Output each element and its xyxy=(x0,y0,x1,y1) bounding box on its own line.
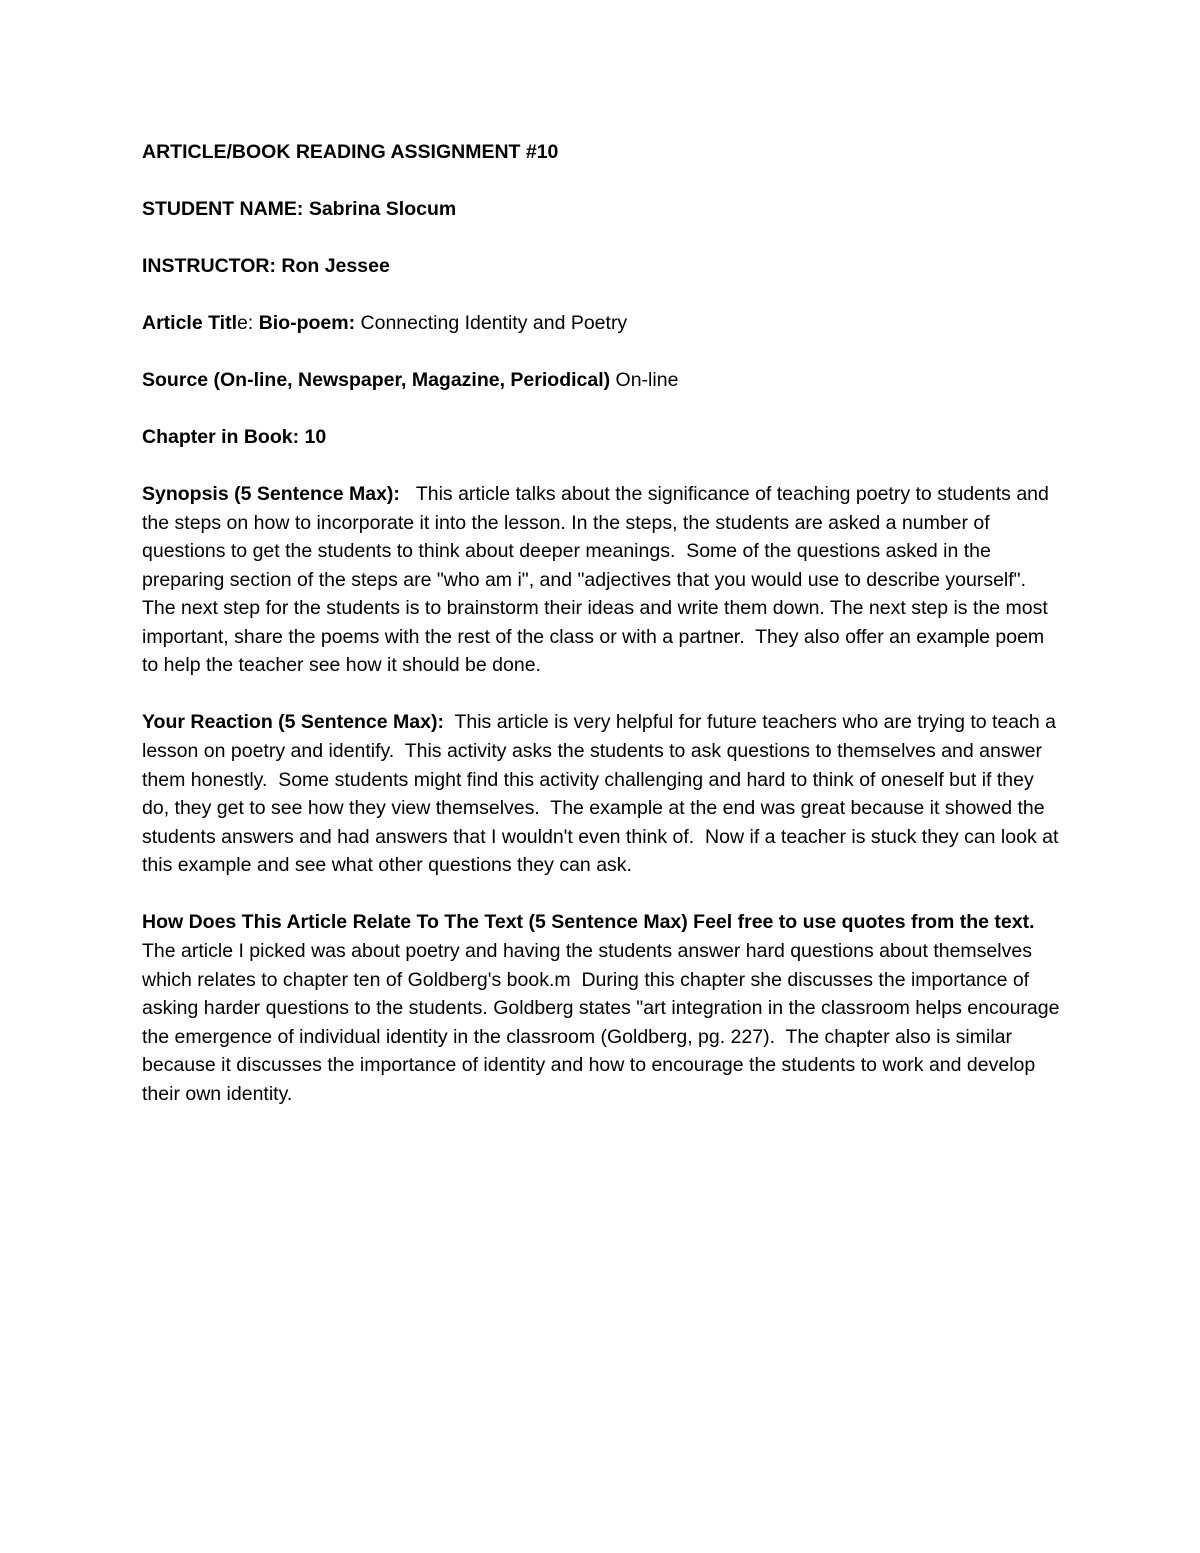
source-value: On-line xyxy=(615,368,679,391)
article-title-label-end: e: xyxy=(237,311,259,334)
article-title-value: Connecting Identity and Poetry xyxy=(360,311,628,334)
chapter-line xyxy=(142,423,1062,452)
instructor-label: INSTRUCTOR: xyxy=(142,254,282,277)
source-label: Source (On-line, Newspaper, Magazine, Periodical) xyxy=(142,368,616,391)
article-title-label: Article Titl xyxy=(142,311,237,334)
student-name-line xyxy=(142,195,1062,224)
synopsis-label: Synopsis (5 Sentence Max): xyxy=(142,482,400,505)
assignment-title: ARTICLE/BOOK READING ASSIGNMENT #10 xyxy=(142,141,559,163)
student-name-label: STUDENT NAME: xyxy=(142,197,309,220)
instructor-line xyxy=(142,252,1062,281)
synopsis-text: This article talks about the significance of teaching poetry to students and the steps on how to incorporate it into the lesson. In the steps, the students are asked a number of questions to get the students to think about deeper meanings. Some of the questions asked in the preparing section of the steps are "who am i", and "adjectives that you would use to describe yourself". The next step for the students is to brainstorm their ideas and write them down. The next step is the most important, share the poems with the rest of the class or with a partner. They also offer an example poem to help the teacher see how it should be done. xyxy=(142,482,1055,677)
source-line xyxy=(142,366,1062,395)
student-name-value: Sabrina Slocum xyxy=(308,197,457,220)
relation-paragraph xyxy=(142,908,1065,1108)
chapter-value: 10 xyxy=(304,425,327,448)
synopsis-paragraph xyxy=(142,480,1062,680)
relation-label: How Does This Article Relate To The Text (5 Sentence Max) Feel free to use quotes from the text. xyxy=(142,911,1035,934)
chapter-label: Chapter in Book: xyxy=(142,425,305,448)
reaction-label: Your Reaction (5 Sentence Max): xyxy=(142,711,444,734)
reaction-paragraph xyxy=(142,708,1062,880)
article-title-bold-value: Bio-poem: xyxy=(258,311,361,334)
relation-text: The article I picked was about poetry and having the students answer hard questions about themselves which relates to chapter ten of Goldberg's book.m During this chapter she discusses the importance of asking harder questions to the students. Goldberg states "art integration in the classroom helps encourage the emergence of individual identity in the classroom (Goldberg, pg. 227). The chapter also is similar because it discusses the importance of identity and how to encourage the students to work and develop their own identity. xyxy=(142,911,1065,1105)
reaction-text: This article is very helpful for future teachers who are trying to teach a lesson on poetry and identify. This activity asks the students to ask questions to themselves and answer them honestly. Some students might find this activity challenging and hard to think of oneself but if they do, they get to see how they view themselves. The example at the end was great because it showed the students answers and had answers that I wouldn't even think of. Now if a teacher is stuck they can look at this example and see what other questions they can ask. xyxy=(142,711,1064,877)
instructor-value: Ron Jessee xyxy=(281,254,390,277)
document-body xyxy=(142,138,1065,1137)
article-title-line xyxy=(142,309,1062,338)
